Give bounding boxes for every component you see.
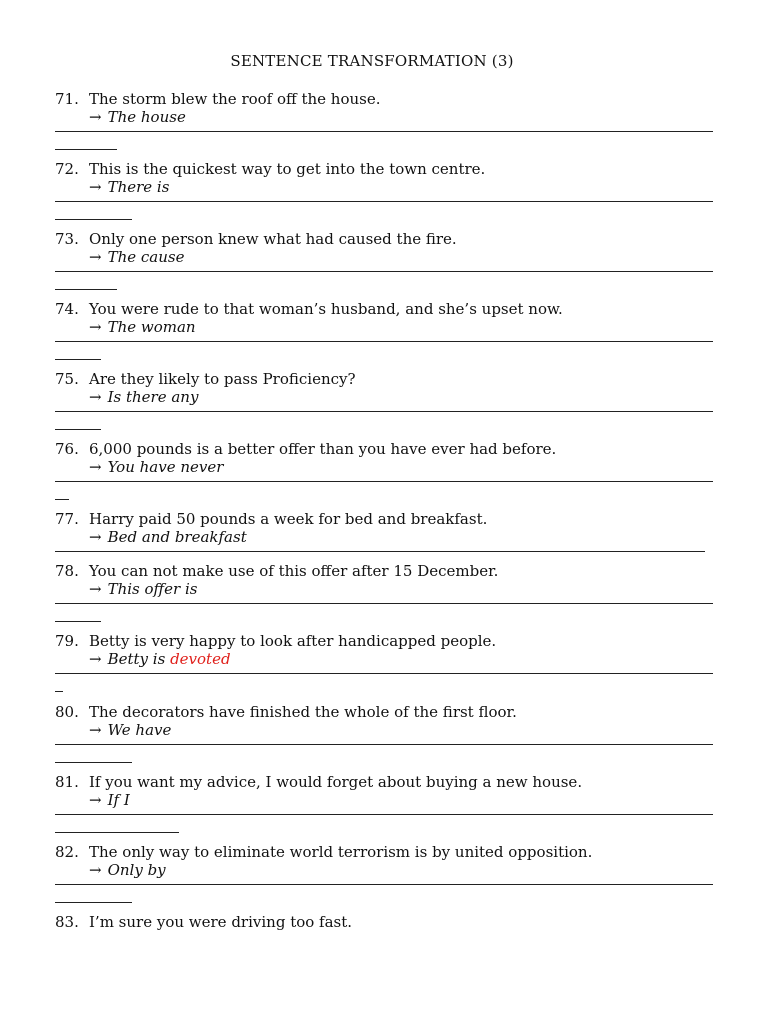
question-text: If you want my advice, I would forget about buying a new house. [89, 773, 583, 791]
answer-line[interactable] [55, 551, 705, 552]
arrow-icon: → [89, 458, 102, 476]
question-number: 72. [55, 160, 79, 178]
prompt-text: The woman [107, 318, 196, 336]
prompt-text: Betty is [107, 650, 166, 668]
answer-line[interactable] [55, 884, 713, 885]
question-number: 76. [55, 440, 79, 458]
answer-line[interactable] [55, 201, 713, 202]
answer-line[interactable] [55, 411, 713, 412]
question-number: 74. [55, 300, 79, 318]
prompt-text: You have never [107, 458, 224, 476]
prompt-text: The house [107, 108, 186, 126]
question-number: 83. [55, 913, 79, 931]
question-number: 71. [55, 90, 79, 108]
prompt-text: There is [107, 178, 170, 196]
question-75 [55, 370, 720, 430]
prompt-text: This offer is [107, 580, 198, 598]
question-72 [55, 160, 720, 220]
answer-line-continuation[interactable] [55, 832, 179, 833]
question-text: Are they likely to pass Proficiency? [89, 370, 356, 388]
page-title: SENTENCE TRANSFORMATION (3) [230, 52, 514, 70]
question-number: 78. [55, 562, 79, 580]
prompt-text: Bed and breakfast [107, 528, 247, 546]
question-number: 73. [55, 230, 79, 248]
question-text: The storm blew the roof off the house. [89, 90, 381, 108]
prompt-text: The cause [107, 248, 185, 266]
answer-line-continuation[interactable] [55, 691, 63, 692]
question-number: 80. [55, 703, 79, 721]
answer-line-continuation[interactable] [55, 149, 117, 150]
question-text: 6,000 pounds is a better offer than you have ever had before. [89, 440, 557, 458]
question-79 [55, 632, 720, 692]
answer-line[interactable] [55, 814, 713, 815]
question-73 [55, 230, 720, 290]
answer-line[interactable] [55, 341, 713, 342]
hint-word: devoted [170, 650, 231, 668]
question-text: Harry paid 50 pounds a week for bed and breakfast. [89, 510, 488, 528]
question-text: You were rude to that woman’s husband, and she’s upset now. [89, 300, 563, 318]
prompt-text: Is there any [107, 388, 199, 406]
answer-line[interactable] [55, 603, 713, 604]
question-77 [55, 510, 720, 552]
question-81 [55, 773, 720, 833]
prompt-text: We have [107, 721, 172, 739]
question-76 [55, 440, 720, 500]
answer-line-continuation[interactable] [55, 429, 101, 430]
answer-line-continuation[interactable] [55, 359, 101, 360]
arrow-icon: → [89, 528, 102, 546]
answer-line-continuation[interactable] [55, 621, 101, 622]
arrow-icon: → [89, 791, 102, 809]
question-text: The only way to eliminate world terrorism is by united opposition. [89, 843, 593, 861]
arrow-icon: → [89, 861, 102, 879]
arrow-icon: → [89, 108, 102, 126]
question-number: 79. [55, 632, 79, 650]
answer-line-continuation[interactable] [55, 902, 132, 903]
arrow-icon: → [89, 248, 102, 266]
question-71 [55, 90, 720, 150]
arrow-icon: → [89, 388, 102, 406]
question-78 [55, 562, 720, 622]
question-text: This is the quickest way to get into the town centre. [89, 160, 486, 178]
question-83 [55, 913, 720, 931]
answer-line[interactable] [55, 673, 713, 674]
answer-line[interactable] [55, 744, 713, 745]
answer-line-continuation[interactable] [55, 499, 69, 500]
arrow-icon: → [89, 580, 102, 598]
question-number: 81. [55, 773, 79, 791]
arrow-icon: → [89, 650, 102, 668]
answer-line[interactable] [55, 481, 713, 482]
answer-line-continuation[interactable] [55, 762, 132, 763]
prompt-text: Only by [107, 861, 166, 879]
question-text: Betty is very happy to look after handicapped people. [89, 632, 497, 650]
arrow-icon: → [89, 318, 102, 336]
prompt-text: If I [107, 791, 130, 809]
arrow-icon: → [89, 178, 102, 196]
question-text: Only one person knew what had caused the fire. [89, 230, 457, 248]
question-number: 77. [55, 510, 79, 528]
question-number: 75. [55, 370, 79, 388]
answer-line[interactable] [55, 271, 713, 272]
question-number: 82. [55, 843, 79, 861]
question-text: The decorators have finished the whole of the first floor. [89, 703, 517, 721]
question-text: I’m sure you were driving too fast. [89, 913, 353, 931]
answer-line[interactable] [55, 131, 713, 132]
question-74 [55, 300, 720, 360]
question-82 [55, 843, 720, 903]
answer-line-continuation[interactable] [55, 289, 117, 290]
arrow-icon: → [89, 721, 102, 739]
question-text: You can not make use of this offer after 15 December. [89, 562, 499, 580]
question-80 [55, 703, 720, 763]
answer-line-continuation[interactable] [55, 219, 132, 220]
